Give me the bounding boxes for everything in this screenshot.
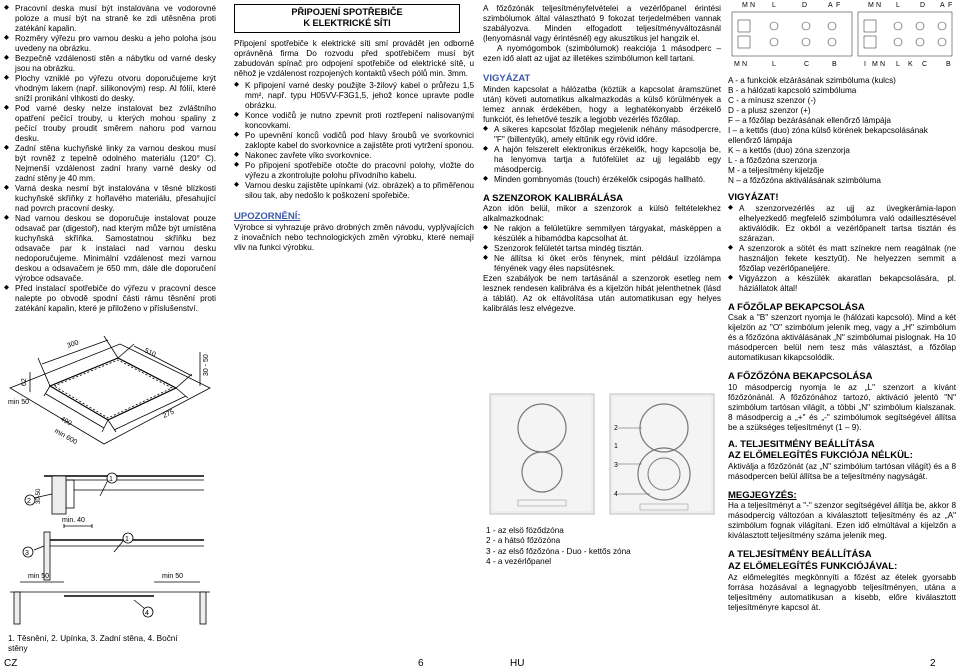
panel-label: F bbox=[948, 2, 953, 9]
legend-item: F – a főzőlap bezárásának ellenőrző lámpája bbox=[728, 116, 891, 125]
panel-label: A bbox=[940, 2, 945, 9]
section-title-box: PŘIPOJENÍ SPOTŘEBIČE K ELEKTRICKÉ SÍTI bbox=[234, 4, 460, 33]
list-item: ◆ Nakonec zavřete víko svorkovnice. bbox=[234, 151, 474, 161]
dim-30-50: 30 - 50 bbox=[203, 354, 210, 376]
panel-label: C bbox=[804, 61, 810, 68]
panel-label: L bbox=[896, 61, 900, 68]
label-min50-right: min 50 bbox=[162, 573, 184, 580]
heading: AZ ELŐMELEGÍTÉS FUKCIÓJA NÉLKÜL: bbox=[728, 450, 913, 462]
panel-label: L bbox=[896, 2, 900, 9]
list-item: ◆ Minden gombnyomás (touch) érzékelők csipogás hallható. bbox=[483, 175, 721, 185]
worktop-outline bbox=[10, 344, 210, 444]
footer-lang-right: HU bbox=[510, 658, 525, 669]
callout-4: 4 bbox=[145, 610, 149, 617]
list-item: ◆ Szenzorok felületét tartsa mindég tisztán. bbox=[483, 244, 721, 254]
legend-item: N – a főzőzóna aktiválásának szimbóluma bbox=[728, 176, 881, 185]
list-item: ◆ Bezpečně vzdálenosti stěn a nábytku od varné desky jsou na obrázku. bbox=[4, 54, 216, 74]
paragraph: 10 másodpercig nyomja le az „L" szenzort a kívánt főzőzónánál. A főzőzónához tartozó, aktiváció jelentö "N" szimbólum tartósan világít, a többi „N" szimbólum kialszanak. 8 másodpercig a „+" és „-" szimbólumok segítségével állítsa be a szükséges teljesítményt (1 – 9). bbox=[728, 382, 956, 432]
hob-legend bbox=[486, 526, 722, 567]
heading: A FŐZŐLAP BEKAPCSOLÁSA bbox=[728, 301, 865, 313]
hob-right bbox=[610, 394, 714, 514]
panel-label: D bbox=[802, 2, 808, 9]
list-item: ◆ A hajón felszerelt elektronikus érzékelők, hogy kapcsolja be, ha lenyomva tartja a futófelület az ujj legalább egy másodpercig. bbox=[483, 145, 721, 175]
column-1 bbox=[4, 4, 216, 314]
cutout-outline bbox=[50, 358, 176, 420]
list-item: ◆ Konce vodičů je nutno zpevnit proti roztřepení nalisovanými koncovkami. bbox=[234, 111, 474, 131]
dim-300: 300 bbox=[66, 339, 80, 350]
list-item: ◆ Ne rakjon a felületükre semmilyen tárgyakat, másképpen a készülék a hibamódba kapcsolhat át. bbox=[483, 224, 721, 244]
installation-bullets bbox=[4, 4, 216, 314]
list-item: ◆ Zadní stěna kuchyňské linky za varnou deskou musí být rovněž z tepelně odolného materiálu (120° C). Nejmenší vzdálenost zadní hrany varné desky od zadní stěny je 40 mm. bbox=[4, 144, 216, 184]
panel-label: N bbox=[880, 61, 886, 68]
footer-page-right: 2 bbox=[930, 658, 936, 669]
dim-min600: min 600 bbox=[53, 427, 79, 447]
panel-label: D bbox=[920, 2, 926, 9]
connection-bullets bbox=[234, 81, 474, 201]
panel-label: B bbox=[946, 61, 951, 68]
legend-item: 3 - az első főzőzóna - Duo - kettős zóna bbox=[486, 546, 631, 556]
paragraph: A főzőzónák teljesítményfelvételei a vezérlőpanel érintési szimbólumok által választható 9 fokozat terjedelmében vannak szabályozva. Minden elfogadott teljesítményváltozásnál (lenyomásnál vagy érintésnél) egy akusztikus jel hangzik el. bbox=[483, 4, 721, 43]
vigyazat-heading: VIGYÁZAT! bbox=[728, 192, 779, 203]
hob-left bbox=[490, 394, 594, 514]
hob-label-3: 3 bbox=[614, 462, 618, 469]
footer-lang-left: CZ bbox=[4, 658, 18, 669]
control-panel-drawing bbox=[728, 0, 956, 72]
vigyazat-heading: VIGYÁZAT bbox=[483, 73, 531, 84]
panel-label: N bbox=[876, 2, 882, 9]
panel-label: F bbox=[836, 2, 841, 9]
list-item: ◆ Po připojení spotřebiče otočte do pracovní polohy, vložte do výřezu a zkontrolujte polohu přívodního kabelu. bbox=[234, 161, 474, 181]
panel-label: B bbox=[832, 61, 837, 68]
legend-item: M - a teljesítmény kijelzője bbox=[728, 166, 825, 175]
dim-62: 62 bbox=[21, 378, 28, 386]
legend-item: I – a kettős (duo) zóna külső körének bekapcsolásának ellenőrző lámpája bbox=[728, 126, 928, 145]
list-item: ◆ Plochy vzniklé po výřezu otvoru doporučujeme krýt vhodným lakem (např. silikonovým) resp. Al fólií, které sníží pronikání vlhkosti do desky. bbox=[4, 74, 216, 104]
heading: A TELJESÍTMÉNY BEÁLLÍTÁSA bbox=[728, 549, 872, 561]
list-item: ◆ Rozměry výřezu pro varnou desku a jeho poloha jsou uvedeny na obrázku. bbox=[4, 34, 216, 54]
vigyazat-bullets bbox=[728, 204, 956, 294]
legend-item: L - a főzőzóna szenzorja bbox=[728, 156, 817, 165]
paragraph: Az előmelegítés megkönnyíti a főzést az ételek gyorsabb forrása hozásával a legnagyobb teljesítményen, utána a teljesítmény automatikusan a kisebb, előre kiválasztott teljesítményre kapcsol át. bbox=[728, 572, 956, 612]
label-min40: min. 40 bbox=[62, 517, 85, 524]
callout-3: 3 bbox=[25, 550, 29, 557]
calibration-bullets bbox=[483, 224, 721, 274]
legend-item: K – a kettős (duo) zóna szenzorja bbox=[728, 146, 850, 155]
list-item: ◆ Před instalací spotřebiče do výřezu v pracovní desce nalepte po obvodě spodní části rámu těsnění proti zatékání kapalin, které je přiloženo v příslušenství. bbox=[4, 284, 216, 314]
hob-drawings bbox=[486, 390, 722, 516]
calibration-heading: A SZENZOROK KALIBRÁLÁSA bbox=[483, 192, 624, 204]
hob-label-2: 2 bbox=[614, 425, 618, 432]
panel-label: K bbox=[908, 61, 913, 68]
legend-item: 2 - a hátsó főzözóna bbox=[486, 536, 561, 546]
heading: A. TELJESITMÉNY BEÁLLÍTÁSA bbox=[728, 438, 875, 450]
legend-item: D - a plusz szenzor (+) bbox=[728, 106, 811, 115]
list-item: ◆ Varnou desku zajistěte upínkami (viz. obrázek) a to přiměřenou silou tak, aby nedošlo k poškození spořebiče. bbox=[234, 181, 474, 201]
panel-label: M bbox=[868, 2, 874, 9]
callout-1b: 1 bbox=[125, 536, 129, 543]
panel-label: C bbox=[922, 61, 928, 68]
panel-label: A bbox=[828, 2, 833, 9]
legend-item: 1 - az elsö föződzóna bbox=[486, 526, 564, 535]
list-item: ◆ A szenzorvezérlés az ujj az üvegkerámia-lapon elhelyezkedő megfelelő szimbólumra való odaillesztésével aktiválódik. Ez okból a vezérlőpanelt tartsa tisztán és szárazan. bbox=[728, 204, 956, 244]
paragraph: A nyomógombok (szimbólumok) reakciója 1 másodperc – ezen idő alatt az ujjat az illetékes szimbólumon kell tartani. bbox=[483, 44, 721, 63]
list-item: ◆ Varná deska nesmí být instalována v těsné blízkosti kuchyňské skříňky z hořlavého materiálu, přesahující nad povrch pracovní desky. bbox=[4, 184, 216, 214]
list-item: ◆ K připojení varné desky použijte 3-žilový kabel o průřezu 1,5 mm², např. typu H05VV-F3G1,5, jehož konce upravte podle obrázku. bbox=[234, 81, 474, 111]
hob-label-4: 4 bbox=[614, 491, 618, 498]
panel-label: L bbox=[772, 61, 776, 68]
installation-detail-drawing bbox=[4, 470, 216, 630]
heading: A FŐZŐZÓNA BEKAPCSOLÁSA bbox=[728, 371, 873, 383]
cutout-dimension-drawing bbox=[4, 336, 216, 466]
panel-label: N bbox=[750, 2, 756, 9]
paragraph: Csak a "B" szenzort nyomja le (hálózati kapcsoló). Mind a két kijelzön az "O" szimbólum jelenik meg, vagy a „H" szimbólum és a főzőzóna aktiválásának „N" szimbólumai pislognak. Ha 10 másodpercen belül nem tesz más választást, a főzőlap automatikusan kikapcsolódik. bbox=[728, 313, 956, 363]
dim-min50: min 50 bbox=[8, 399, 30, 406]
list-item: ◆ Pracovní deska musí být instalována ve vodorovné poloze a musí být na straně ke zdi utěsněna proti zatékání kapalin. bbox=[4, 4, 216, 34]
column-2 bbox=[234, 4, 474, 253]
heading: AZ ELŐMELEGÍTÉS FUNKCIÓJÁVAL: bbox=[728, 561, 898, 573]
paragraph: Aktiválja a főzőzónát (az „N" szimbólum tartósan világít) és a 8 másodpercen belül állítsa be a teljesítmény nagyságát. bbox=[728, 461, 956, 481]
column-3 bbox=[483, 4, 721, 314]
legend-item: A - a funkciók elzárásának szimbóluma (kulcs) bbox=[728, 76, 896, 85]
symbol-legend bbox=[728, 76, 956, 186]
figure-caption: 1. Těsnění, 2. Upínka, 3. Zadní stěna, 4. Boční stěny bbox=[8, 634, 178, 653]
column-4 bbox=[728, 76, 956, 613]
legend-item: C - a mínusz szenzor (-) bbox=[728, 96, 816, 105]
hob-label-1: 1 bbox=[614, 443, 618, 450]
legend-item: 4 - a vezérlőpanel bbox=[486, 556, 552, 566]
panel-label: N bbox=[742, 61, 748, 68]
callout-1: 1 bbox=[109, 476, 113, 483]
list-item: ◆ A sikeres kapcsolat főzőlap megjelenik néhány másodpercre, "F" (billentyűk), amely eltűnik egy rövid időre. bbox=[483, 125, 721, 145]
panel-label: L bbox=[772, 2, 776, 9]
dim-490: 490 bbox=[59, 415, 73, 428]
label-min50-left: min 50 bbox=[28, 573, 50, 580]
dim-275: 275 bbox=[161, 408, 176, 420]
dim-510: 510 bbox=[143, 347, 157, 359]
panel-label: M bbox=[734, 61, 740, 68]
sensor-bullets bbox=[483, 125, 721, 185]
intro-paragraph: Připojení spotřebiče k elektrické síti smí provádět jen odborně oprávněná firma Do rozvodu před spotřebičem musí být zabudován spínač pro odpojení spotřebiče od elektrické sítě, u něhož je vzdálenost rozpojených kontaktů všech pólů min. 3mm. bbox=[234, 39, 474, 79]
warning-heading: UPOZORNĚNÍ: bbox=[234, 211, 301, 223]
legend-item: B - a hálózati kapcsoló szimbóluma bbox=[728, 86, 857, 95]
list-item: ◆ A szenzorok a sötét és matt színekre nem reagálnak (ne használjon fekete kesztyűt). Ne helyezzen semmit a főzőlap vezérlőpaneljére. bbox=[728, 244, 956, 274]
panel-label: I bbox=[864, 61, 866, 68]
label-30-50: 30-50 bbox=[36, 488, 42, 504]
list-item: ◆ Po upevnění konců vodičů pod hlavy šroubů ve svorkovnici zaklopte kabel do svorkovnice a zajistěte proti vytržení sponou. bbox=[234, 131, 474, 151]
list-item: ◆ Pod varné desky nelze instalovat bez zvláštního opatření pečící trouby, u kterých mohou spaliny z pečící trouby proudit směrem nahoru pod varnou desku. bbox=[4, 104, 216, 144]
paragraph: Ha a teljesítményt a "-" szenzor segítségével állítja be, akkor 8 másodpercig változóan a kiválasztott teljesítmény és az „A" szimbólum fognak világítani. Ezen idő elmúltával a kijelzőn a kiválasztott teljesítmény száma jelenik meg. bbox=[728, 501, 956, 541]
heading: MEGJEGYZÉS: bbox=[728, 489, 797, 501]
paragraph: Azon idön belül, mikor a szenzorok a külsö feltételekhez alkalmazkodnak: bbox=[483, 204, 721, 224]
callout-2: 2 bbox=[27, 498, 31, 505]
paragraph: Ezen szabályok be nem tartásánál a szenzorok esetleg nem lesznek rendesen kalibrálva és a kijelzön hibát jelenthetnek (lásd a táblát). Az ok eltávolítása után automatikusan egy helyes kalibrálás lesz elvégezve. bbox=[483, 274, 721, 314]
list-item: ◆ Vigyázzon a készülék akaratlan bekapcsolására, pl. háziállatok által! bbox=[728, 274, 956, 294]
list-item: ◆ Ne állítsa ki öket erös fénynek, mint például izzólámpa fényének vagy éles napsütésnek. bbox=[483, 254, 721, 274]
warning-paragraph: Výrobce si vyhrazuje právo drobných změn návodu, vyplývajících z inovačních nebo technologických změn výrobku, které nemají vliv na funkci výrobku. bbox=[234, 222, 474, 252]
list-item: ◆ Nad varnou deskou se doporučuje instalovat pouze odsavač par (digestoř), nad kterým může být umístěna kuchyňská skříňka. Samostatnou skříňku bez odsavače par k instalaci nad varnou desku nedoporučujeme. Minimální vzdálenost mezi varnou deskou a odsavačem je 650 mm, dále dle doporučení výrobce odsavače. bbox=[4, 214, 216, 284]
footer-page-left: 6 bbox=[418, 658, 424, 669]
paragraph: Minden kapcsolat a hálózatba (köztük a kapcsolat áramszünet után) követi automatikus alkalmazkodás a külső körülmények a lemez annak érdekében, hogy a leghatékonyabb érzékelő funkciót, és lehetővé teszik a legjobb vezérlés főzőlap. bbox=[483, 84, 721, 124]
panel-label: M bbox=[872, 61, 878, 68]
panel-label: M bbox=[742, 2, 748, 9]
